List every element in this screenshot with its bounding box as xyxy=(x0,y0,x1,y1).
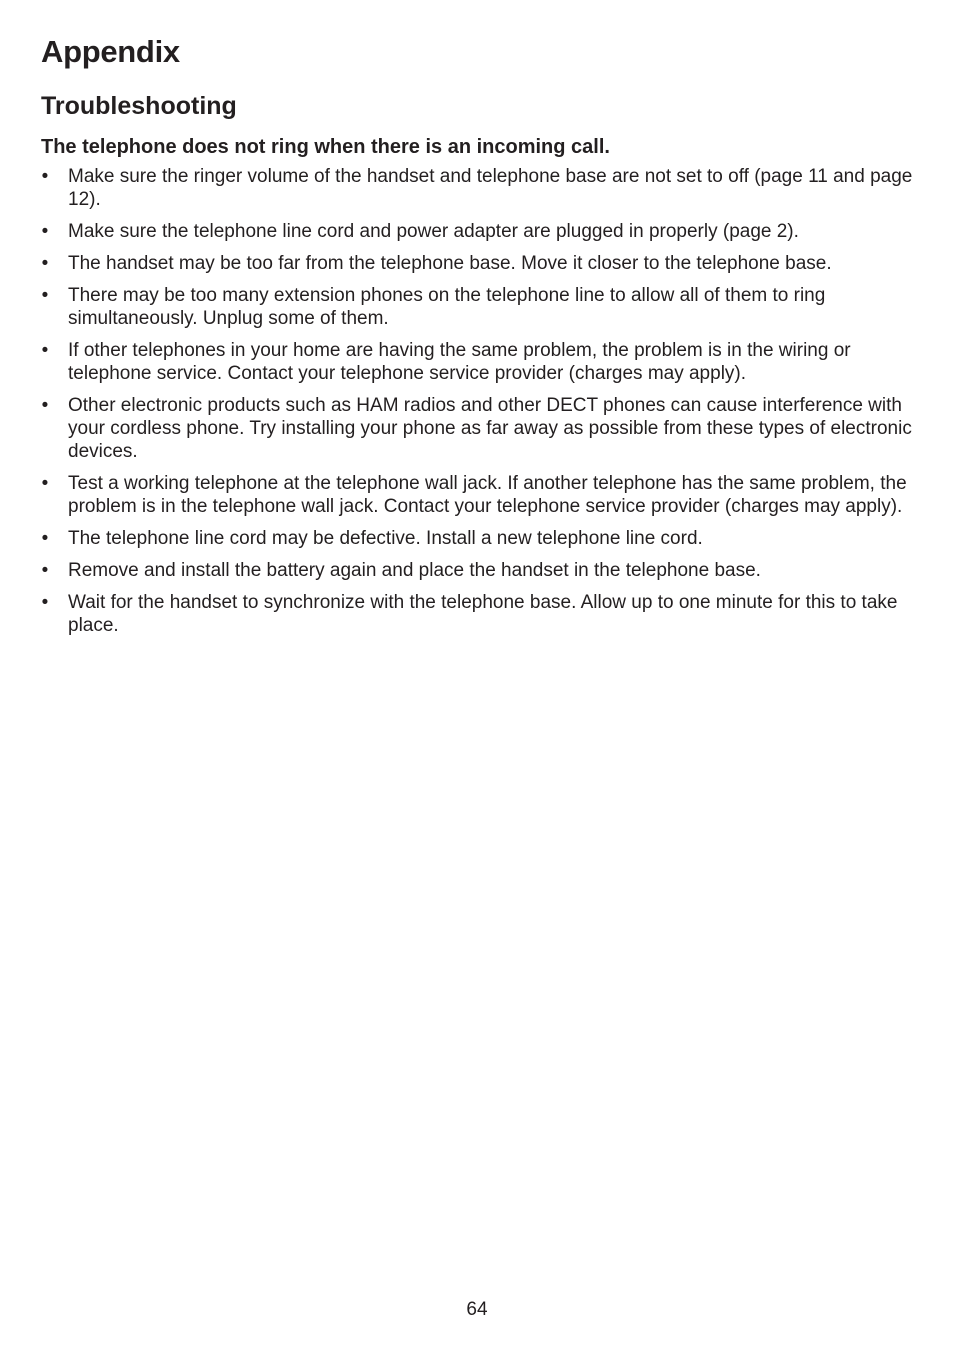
list-item xyxy=(0,394,954,463)
list-item xyxy=(0,472,954,518)
list-item xyxy=(0,339,954,385)
list-item-text: Test a working telephone at the telephone wall jack. If another telephone has the same problem, the problem is in the telephone wall jack. Contact your telephone service provider (charges may apply). xyxy=(68,473,907,517)
bullet-icon: • xyxy=(41,560,49,581)
list-item-text: Other electronic products such as HAM radios and other DECT phones can cause interference with your cordless phone. Try installing your phone as far away as possible from these types of electronic devices. xyxy=(68,395,912,462)
bullet-icon: • xyxy=(41,166,49,187)
list-item-text: If other telephones in your home are having the same problem, the problem is in the wiring or telephone service. Contact your telephone service provider (charges may apply). xyxy=(68,340,851,384)
list-item-text: Make sure the telephone line cord and power adapter are plugged in properly (page 2). xyxy=(68,221,799,242)
list-item xyxy=(0,527,954,550)
bullet-icon: • xyxy=(41,528,49,549)
page-number: 64 xyxy=(466,1299,488,1320)
list-item-text: Make sure the ringer volume of the handset and telephone base are not set to off (page 11 and page 12). xyxy=(68,166,913,210)
bullet-icon: • xyxy=(41,285,49,306)
list-item xyxy=(0,559,954,582)
list-item-text: There may be too many extension phones on the telephone line to allow all of them to ring simultaneously. Unplug some of them. xyxy=(68,285,826,329)
bullet-icon: • xyxy=(41,253,49,274)
solution-list xyxy=(0,165,954,646)
list-item xyxy=(0,284,954,330)
list-item-text: Wait for the handset to synchronize with the telephone base. Allow up to one minute for this to take place. xyxy=(68,592,898,636)
bullet-icon: • xyxy=(41,592,49,613)
list-item-text: Remove and install the battery again and place the handset in the telephone base. xyxy=(68,560,761,581)
bullet-icon: • xyxy=(41,221,49,242)
list-item-text: The handset may be too far from the telephone base. Move it closer to the telephone base. xyxy=(68,253,832,274)
bullet-icon: • xyxy=(41,340,49,361)
problem-heading: The telephone does not ring when there is an incoming call. xyxy=(41,136,610,158)
list-item xyxy=(0,252,954,275)
page-title: Appendix xyxy=(41,34,180,69)
bullet-icon: • xyxy=(41,395,49,416)
list-item-text: The telephone line cord may be defective. Install a new telephone line cord. xyxy=(68,528,703,549)
bullet-icon: • xyxy=(41,473,49,494)
list-item xyxy=(0,165,954,211)
list-item xyxy=(0,220,954,243)
list-item xyxy=(0,591,954,637)
section-title: Troubleshooting xyxy=(41,92,237,120)
